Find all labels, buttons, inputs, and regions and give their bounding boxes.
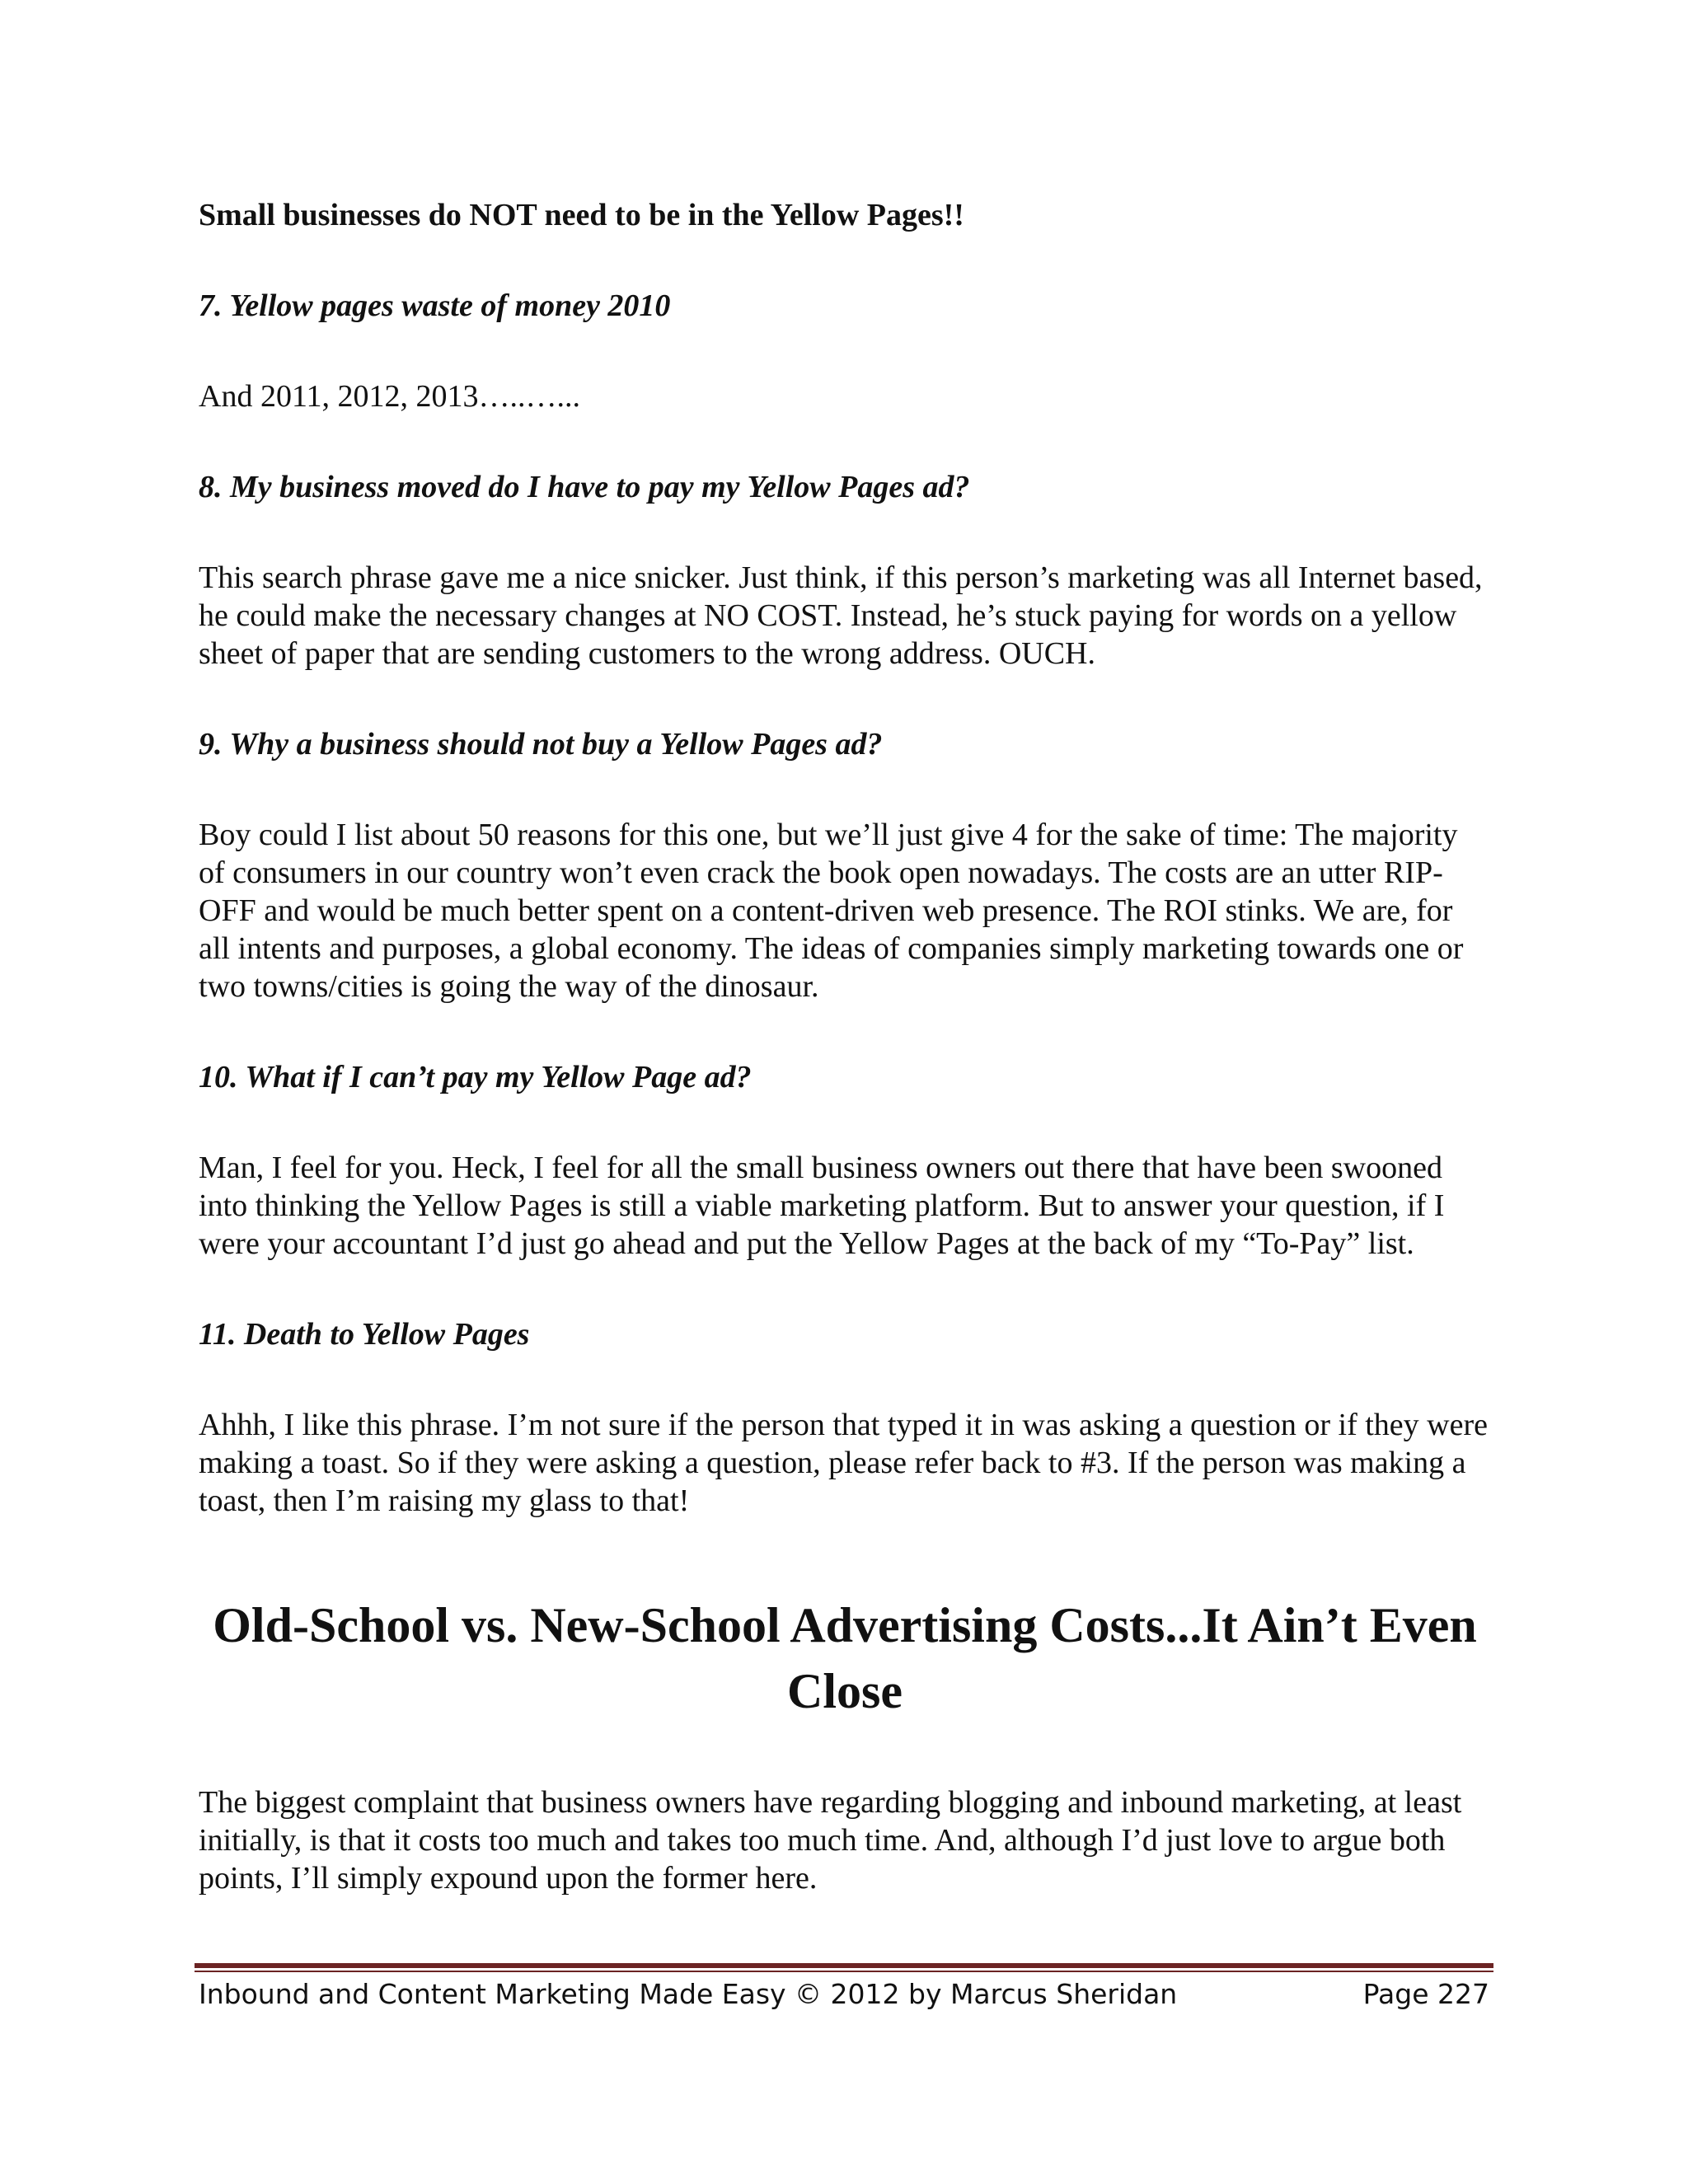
question-7: 7. Yellow pages waste of money 2010 bbox=[199, 288, 671, 323]
answer-7: And 2011, 2012, 2013…..…... bbox=[199, 379, 581, 414]
question-9: 9. Why a business should not buy a Yellow Pages ad? bbox=[199, 727, 883, 762]
question-11: 11. Death to Yellow Pages bbox=[199, 1317, 530, 1352]
footer-divider-thick bbox=[195, 1963, 1493, 1968]
section-heading: Old-School vs. New-School Advertising Costs...It Ain’t Even Close bbox=[213, 1598, 1477, 1718]
question-8: 8. My business moved do I have to pay my Yellow Pages ad? bbox=[199, 470, 970, 504]
footer-divider-thin bbox=[195, 1971, 1493, 1972]
footer-divider bbox=[195, 1963, 1493, 1973]
page-body bbox=[199, 196, 1491, 1950]
answer-10: Man, I feel for you. Heck, I feel for all the small business owners out there that have been swooned into thinking the Yellow Pages is still a viable marketing platform. But to answer your question, if I were your accountant I’d just go ahead and put the Yellow Pages at the back of my “To-Pay” list. bbox=[199, 1151, 1445, 1261]
answer-11: Ahhh, I like this phrase. I’m not sure if the person that typed it in was asking a question or if they were making a toast. So if they were asking a question, please refer back to #3. If the person was making a toast, then I’m raising my glass to that! bbox=[199, 1408, 1488, 1518]
answer-8: This search phrase gave me a nice snicker. Just think, if this person’s marketing was all Internet based, he could make the necessary changes at NO COST. Instead, he’s stuck paying for words on a yellow sheet of paper that are sending customers to the wrong address. OUCH. bbox=[199, 560, 1483, 671]
answer-9: Boy could I list about 50 reasons for this one, but we’ll just give 4 for the sake of time: The majority of consumers in our country won’t even crack the book open nowadays. The costs are an utter RIP-OFF and would be much better spent on a content-driven web presence. The ROI stinks. We are, for all intents and purposes, a global economy. The ideas of companies simply marketing towards one or two towns/cities is going the way of the dinosaur. bbox=[199, 818, 1464, 1004]
question-10: 10. What if I can’t pay my Yellow Page ad? bbox=[199, 1060, 752, 1094]
footer-book-credit: Inbound and Content Marketing Made Easy © 2012 by Marcus Sheridan bbox=[199, 1978, 1178, 2010]
intro-statement: Small businesses do NOT need to be in the Yellow Pages!! bbox=[199, 198, 964, 232]
footer-page-number: Page 227 bbox=[1362, 1978, 1489, 2010]
section-paragraph: The biggest complaint that business owners have regarding blogging and inbound marketing, at least initially, is that it costs too much and takes too much time. And, although I’d just love to argue both points, I’ll simply expound upon the former here. bbox=[199, 1785, 1462, 1896]
